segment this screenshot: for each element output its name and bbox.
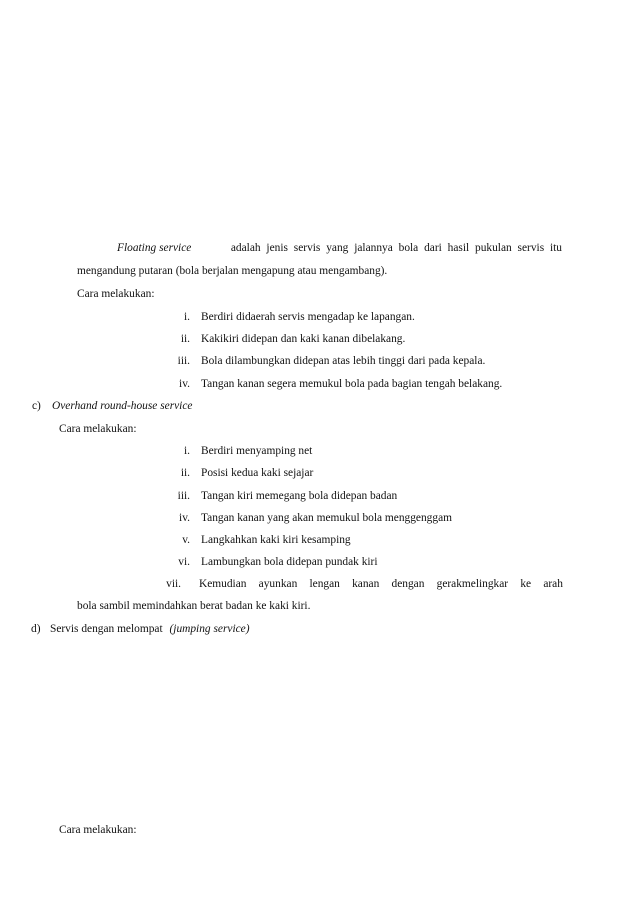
floating-service-term: Floating service	[117, 242, 192, 254]
intro-line-1	[117, 241, 562, 255]
step-vii-word: kanan	[352, 578, 380, 590]
section-c-step-text: Langkahkan kaki kiri kesamping	[201, 534, 351, 546]
section-d-marker: d)	[31, 623, 41, 635]
section-c-step-text: Posisi kedua kaki sejajar	[201, 467, 314, 479]
step-vii-word: ke	[520, 578, 532, 590]
section-c-step-number: vi.	[178, 556, 190, 568]
step-vii-continuation: bola sambil memindahkan berat badan ke kaki kiri.	[77, 600, 311, 612]
section-c-step-number: iii.	[177, 490, 190, 502]
floating-steps-label: Cara melakukan:	[77, 288, 155, 300]
floating-step-number: i.	[183, 311, 190, 323]
section-c-marker: c)	[32, 400, 41, 412]
floating-step-number: ii.	[180, 333, 190, 345]
intro-line-2: mengandung putaran (bola berjalan mengapung atau mengambang).	[77, 265, 388, 277]
step-vii-word: Kemudian	[199, 578, 247, 590]
section-c-step-text: Lambungkan bola didepan pundak kiri	[201, 556, 378, 568]
step-vii-word: ayunkan	[258, 578, 298, 590]
section-c-step-text: Tangan kiri memegang bola didepan badan	[201, 490, 398, 502]
step-vii-word: dengan	[391, 578, 425, 590]
floating-step-text: Kakikiri didepan dan kaki kanan dibelakang.	[201, 333, 406, 345]
section-c-step-text: Tangan kanan yang akan memukul bola menggenggam	[201, 512, 452, 524]
section-d-steps-label: Cara melakukan:	[59, 824, 137, 836]
intro-line-1-rest: adalah jenis servis yang jalannya bola dari hasil pukulan servis itu	[230, 242, 562, 254]
section-c-step-number: v.	[182, 534, 190, 546]
section-c-step-text: Berdiri menyamping net	[201, 445, 313, 457]
floating-step-number: iii.	[177, 355, 190, 367]
section-c-step-number: iv.	[179, 512, 190, 524]
section-d-title-italic: (jumping service)	[169, 623, 250, 635]
section-c-step-number: ii.	[180, 467, 190, 479]
step-vii-word: gerakmelingkar	[436, 578, 509, 590]
floating-step-text: Tangan kanan segera memukul bola pada bagian tengah belakang.	[201, 378, 503, 390]
floating-step-text: Bola dilambungkan didepan atas lebih tinggi dari pada kepala.	[201, 355, 486, 367]
step-vii-word: arah	[543, 578, 563, 590]
step-vii-word: lengan	[309, 578, 340, 590]
section-c-steps-label: Cara melakukan:	[59, 423, 137, 435]
step-vii-line	[199, 577, 563, 591]
section-d-title	[50, 622, 250, 636]
floating-step-text: Berdiri didaerah servis mengadap ke lapangan.	[201, 311, 415, 323]
floating-step-number: iv.	[179, 378, 190, 390]
section-c-step-number: i.	[183, 445, 190, 457]
section-d-title-text: Servis dengan melompat	[50, 623, 163, 635]
step-vii-number: vii.	[166, 578, 181, 590]
section-c-title: Overhand round-house service	[52, 400, 193, 412]
